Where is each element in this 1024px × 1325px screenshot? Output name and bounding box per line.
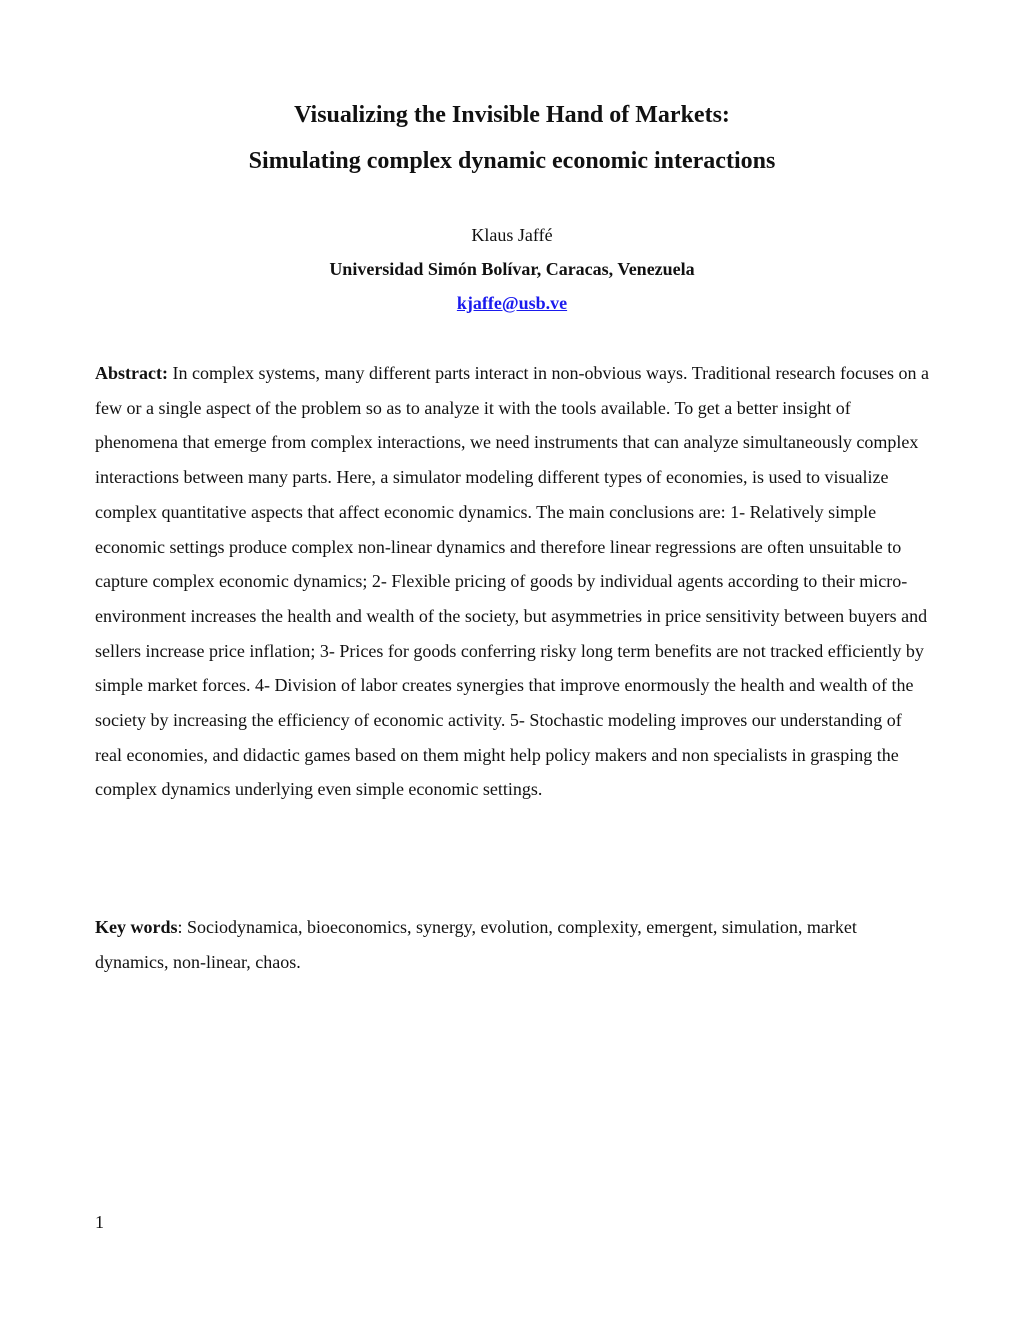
keywords-paragraph [95,910,931,979]
author-block [0,222,1024,316]
page-number: 1 [95,1212,104,1232]
keywords-label: Key words [95,917,178,937]
abstract-paragraph [95,356,931,807]
paper-title-line-1: Visualizing the Invisible Hand of Markets: [294,102,730,128]
paper-title-line-2: Simulating complex dynamic economic interactions [248,148,776,174]
author-email-link[interactable]: kjaffe@usb.ve [456,293,568,313]
abstract-label: Abstract: [95,363,168,383]
keywords-text: : Sociodynamica, bioeconomics, synergy, evolution, complexity, emergent, simulation, market dynamics, non-linear, chaos. [95,917,857,972]
abstract-text: In complex systems, many different parts interact in non-obvious ways. Traditional research focuses on a few or a single aspect of the problem so as to analyze it with the tools available. To get a better insight of phenomena that emerge from complex interactions, we need instruments that can analyze simultaneously complex interactions between many parts. Here, a simulator modeling different types of economies, is used to visualize complex quantitative aspects that affect economic dynamics. The main conclusions are: 1- Relatively simple economic settings produce complex non-linear dynamics and therefore linear regressions are often unsuitable to capture complex economic dynamics; 2- Flexible pricing of goods by individual agents according to their micro-environment increases the health and wealth of the society, but asymmetries in price sensitivity between buyers and sellers increase price inflation; 3- Prices for goods conferring risky long term benefits are not tracked efficiently by simple market forces. 4- Division of labor creates synergies that improve enormously the health and wealth of the society by increasing the efficiency of economic activity. 5- Stochastic modeling improves our understanding of real economies, and didactic games based on them might help policy makers and non specialists in grasping the complex dynamics underlying even simple economic settings. [95,363,929,800]
title-block [0,92,1024,184]
author-name: Klaus Jaffé [471,225,553,245]
author-affiliation: Universidad Simón Bolívar, Caracas, Venezuela [329,259,695,279]
